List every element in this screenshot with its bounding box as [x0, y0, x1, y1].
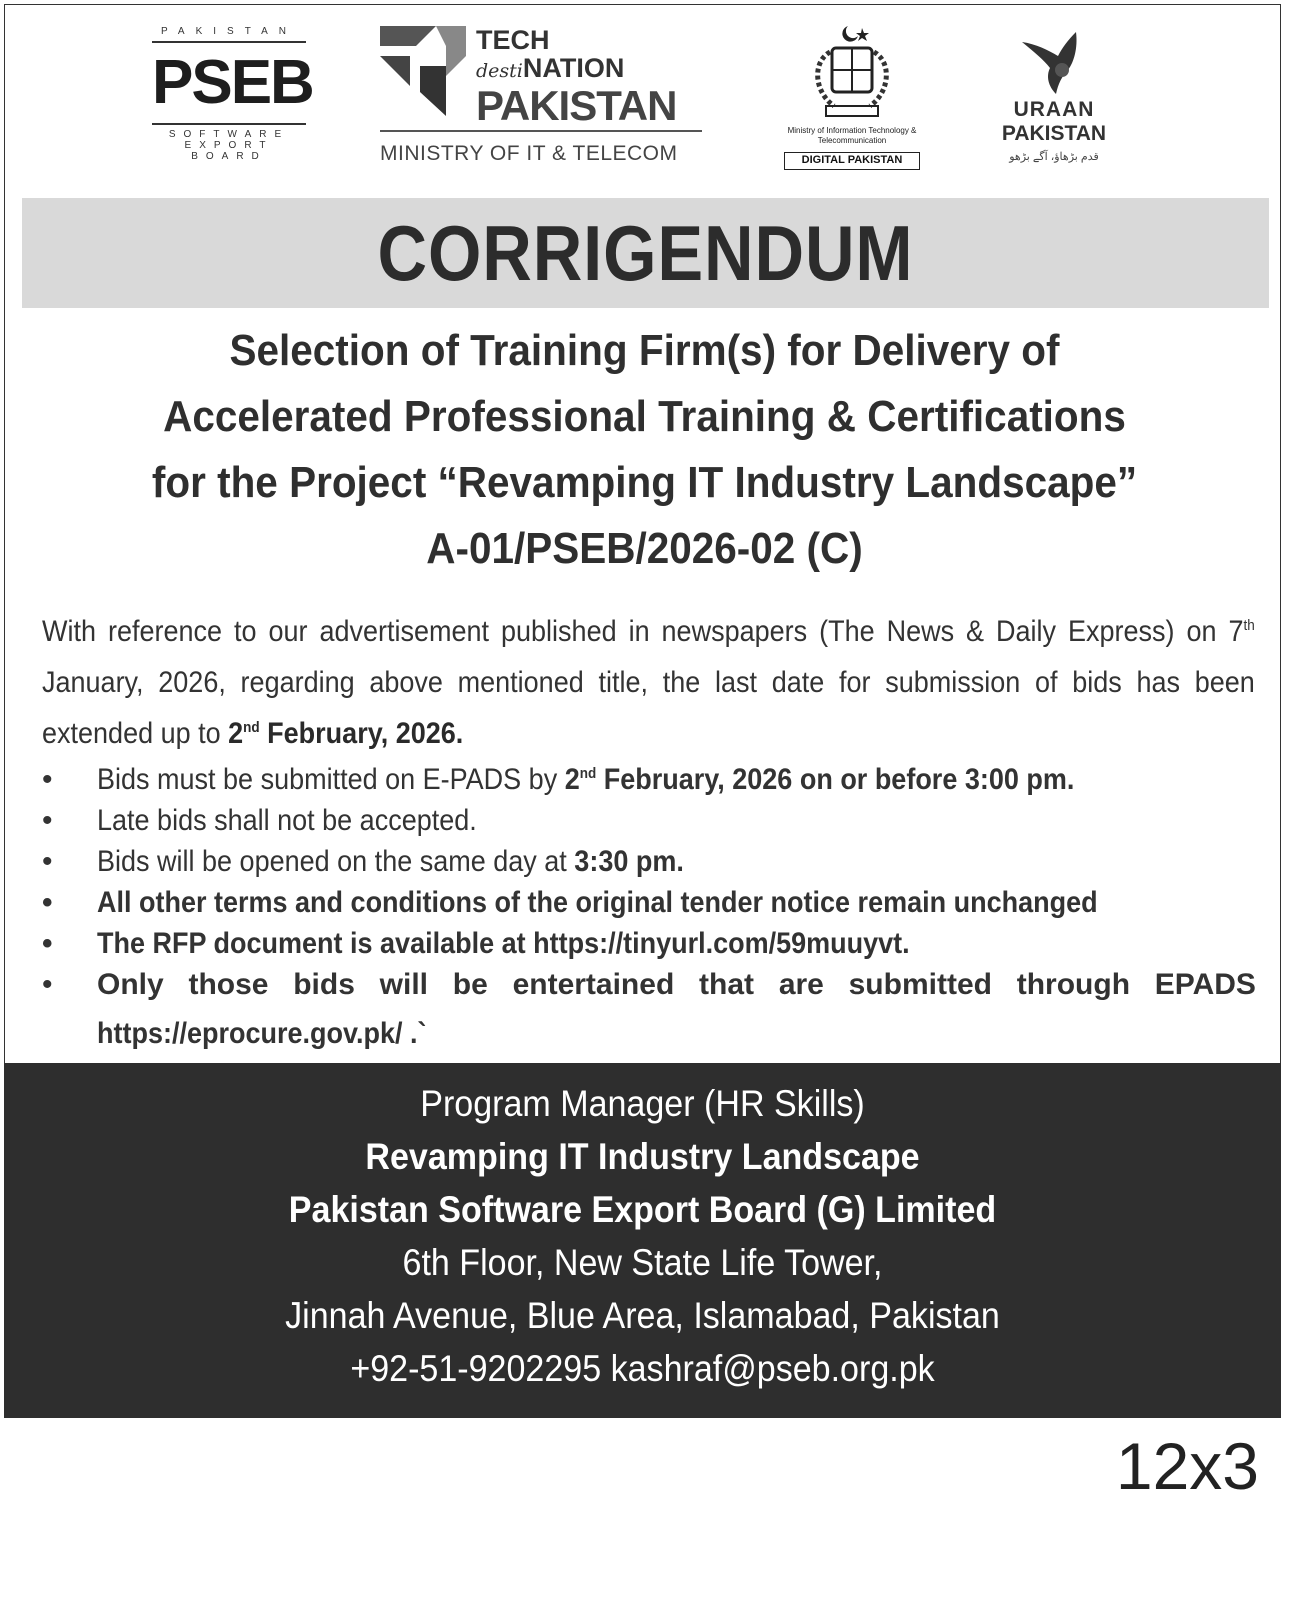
list-item: • Bids must be submitted on E-PADS by 2nd February, 2026 on or before 3:00 pm.	[42, 763, 1075, 796]
title-line-3: for the Project “Revamping IT Industry Landscape”	[151, 458, 1138, 507]
ministry-text: MINISTRY OF IT & TELECOM	[380, 142, 678, 165]
uraan-pakistan-logo	[978, 30, 1130, 170]
notice-body	[42, 606, 1256, 1054]
pseb-sub-2: EXPORT BOARD	[184, 140, 274, 162]
contact-address-2: Jinnah Avenue, Blue Area, Islamabad, Pakistan	[285, 1295, 1000, 1336]
intro-paragraph: With reference to our advertisement published in newspapers (The News & Daily Express) on 7th January, 2026, regarding above mentioned title, the last date for submission of bids has been extended up to 2nd February, 2026.	[42, 615, 1255, 750]
tech-text: TECH	[476, 25, 550, 55]
dp-ministry-text: Ministry of Information Technology & Telecommunication	[787, 126, 917, 145]
heading-band	[22, 198, 1269, 308]
eprocure-link[interactable]: https://eprocure.gov.pk/ .`	[97, 1017, 427, 1050]
contact-organization: Pakistan Software Export Board (G) Limited	[288, 1189, 997, 1230]
pseb-sub-1: SOFTWARE	[168, 129, 290, 140]
logo-row	[0, 0, 1289, 190]
list-item: • All other terms and conditions of the original tender notice remain unchanged	[42, 886, 1098, 919]
list-item: • Late bids shall not be accepted.	[42, 804, 477, 837]
reference-number: A-01/PSEB/2026-02 (C)	[426, 524, 863, 573]
uraan-text: URAAN	[1013, 98, 1095, 121]
pseb-mark: PSEB	[152, 48, 313, 117]
contact-designation: Program Manager (HR Skills)	[420, 1083, 865, 1124]
contact-phone-email: +92-51-9202295 kashraf@pseb.org.pk	[350, 1348, 935, 1389]
falcon-icon	[1018, 30, 1088, 96]
title-line-2: Accelerated Professional Training & Certifications	[163, 392, 1126, 441]
notice-title	[20, 318, 1269, 582]
digital-pakistan-label: DIGITAL PAKISTAN	[784, 152, 920, 170]
ad-size-code: 12x3	[1115, 1429, 1259, 1503]
conditions-list	[42, 759, 1256, 1054]
title-line-1: Selection of Training Firm(s) for Delivery of	[229, 326, 1060, 375]
tech-destination-emblem-icon	[380, 26, 466, 116]
tech-destination-logo	[380, 26, 702, 168]
pseb-top-caption: PAKISTAN	[161, 26, 297, 37]
list-item: • The RFP document is available at https://tinyurl.com/59muuyvt.	[42, 927, 910, 960]
uraan-pakistan-text: PAKISTAN	[1001, 122, 1107, 145]
nation-text: NATION	[522, 53, 625, 83]
digital-pakistan-logo	[772, 22, 932, 172]
pakistan-text: PAKISTAN	[476, 82, 677, 129]
state-emblem-icon	[810, 22, 894, 120]
uraan-tagline: قدم بڑھاؤ، آگے بڑھو	[1009, 151, 1099, 163]
list-item: • Only those bids will be entertained that are submitted through EPADS https://eprocure.gov.pk/ .`	[42, 964, 1256, 1054]
desti-text: desti	[476, 60, 523, 82]
page-title: CORRIGENDUM	[377, 209, 914, 297]
list-item: • Bids will be opened on the same day at 3:30 pm.	[42, 845, 684, 878]
contact-project: Revamping IT Industry Landscape	[365, 1136, 920, 1177]
contact-block	[4, 1063, 1281, 1418]
epads-line: Only those bids will be entertained that are submitted through EPADS	[97, 968, 1256, 1001]
pseb-logo	[152, 26, 313, 168]
contact-address-1: 6th Floor, New State Life Tower,	[402, 1242, 883, 1283]
